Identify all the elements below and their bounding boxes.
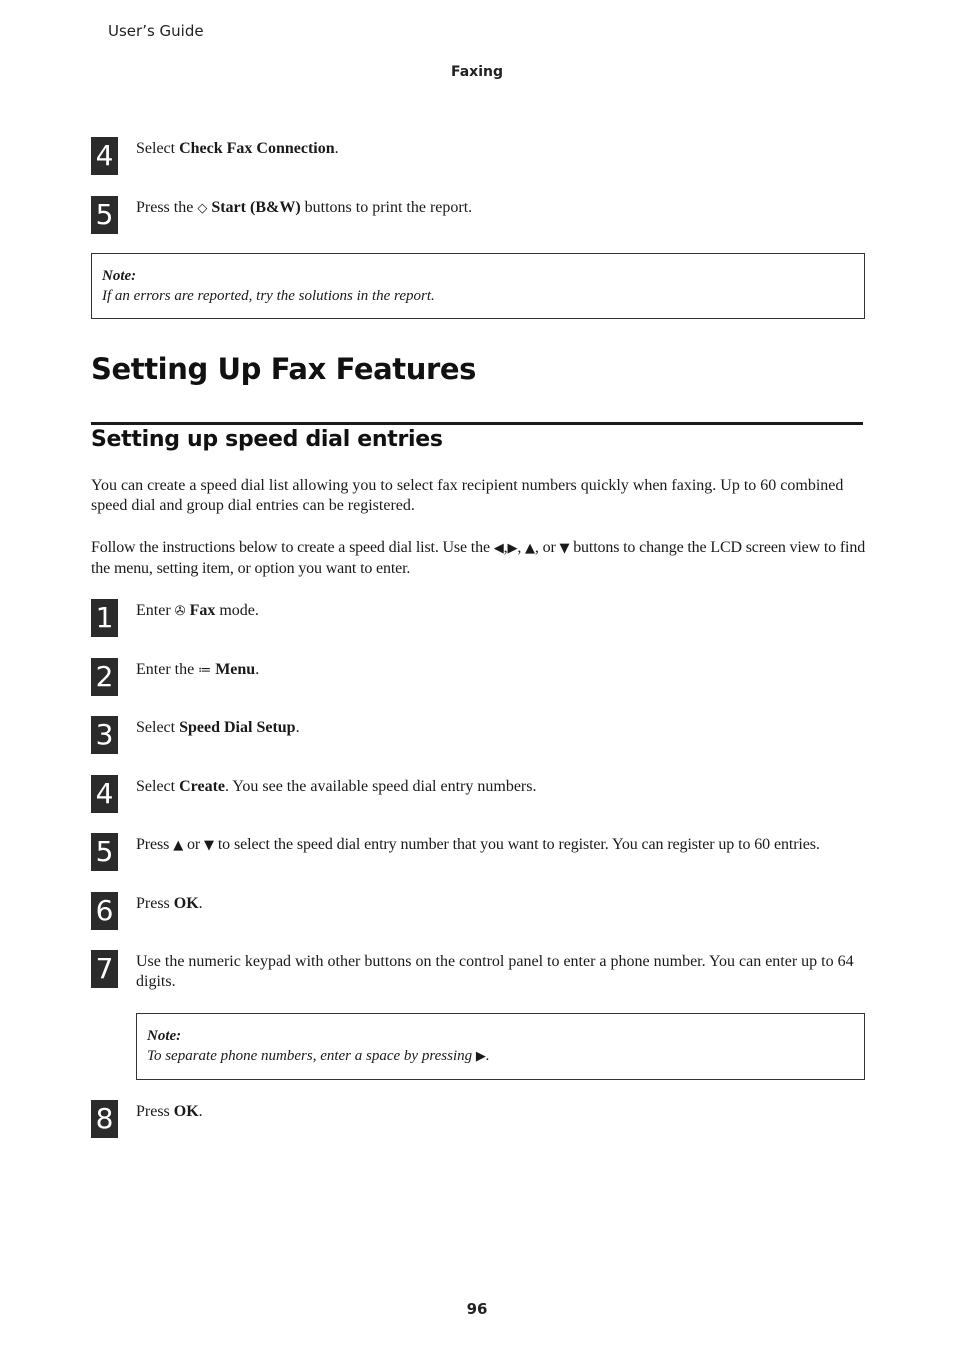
down-arrow-icon: ▼ [204,838,214,853]
step-text-pre: Select [136,778,180,795]
start-diamond-icon: ◇ [197,201,208,216]
right-arrow-icon: ▶ [475,1049,486,1064]
instructions-paragraph [91,538,866,579]
step-instruction [136,894,866,914]
step-instruction [136,835,866,856]
step-number-badge: 6 [91,892,118,930]
note-title: Note: [102,268,137,284]
para-text-pre: Follow the instructions below to create a speed dial list. Use the [91,539,494,556]
note-box [91,253,865,319]
step-text-mid: or [183,836,205,853]
step-text-bold: Start (B&W) [211,199,301,216]
note-box [136,1013,865,1080]
section-heading: Setting Up Fax Features [91,352,477,386]
note-text [147,1046,854,1067]
step-instruction [136,660,866,681]
step-text-pre: Press the [136,199,198,216]
right-arrow-icon: ▶ [507,541,518,556]
step-instruction [136,718,866,738]
step-number-badge: 8 [91,1100,118,1138]
step-instruction [136,601,866,622]
step-number-badge: 1 [91,599,118,637]
running-head-section: Faxing [450,64,503,80]
step-text-pre: Press [136,1103,174,1120]
step-text-pre: Enter the [136,661,199,678]
step-text-post: . [198,1103,203,1120]
step-number-badge: 4 [91,775,118,813]
intro-paragraph: You can create a speed dial list allowing you to select fax recipient numbers quickly when faxing. Up to 60 combined speed dial and group dial entries can be registered. [91,477,844,514]
note-text-end: . [485,1048,490,1064]
heading-rule [91,422,863,425]
left-arrow-icon: ◀ [493,541,504,556]
step-number-badge: 2 [91,658,118,696]
para-comma: , [517,539,522,556]
up-arrow-icon: ▲ [173,838,184,853]
step-instruction [136,139,866,159]
para-comma: , [503,539,508,556]
step-number-badge: 3 [91,716,118,754]
step-text-bold: Speed Dial Setup [179,719,296,736]
step-number-badge: 7 [91,950,118,988]
step-text-bold: Create [179,778,225,795]
subsection-heading: Setting up speed dial entries [91,427,443,452]
step-text-pre: Press [136,895,174,912]
step-text-post: . [334,140,339,157]
step-text-post: . [295,719,300,736]
step-text-pre: Enter [136,602,175,619]
note-text: If an errors are reported, try the solutions in the report. [102,288,435,304]
note-title: Note: [147,1028,182,1044]
menu-icon: ≔ [198,663,212,678]
step-number-badge: 5 [91,833,118,871]
up-arrow-icon: ▲ [525,541,535,556]
step-text-pre: Press [136,836,174,853]
step-text-bold: Fax [189,602,216,619]
fax-icon: ✇ [174,604,186,619]
step-text-pre: Select [136,140,180,157]
step-instruction [136,1102,866,1122]
step-number-badge: 4 [91,137,118,175]
step-instruction: Use the numeric keypad with other buttons on the control panel to enter a phone number. You can enter up to 64 digits. [136,953,854,990]
running-head-guide: User’s Guide [108,22,204,40]
note-text-main: To separate phone numbers, enter a space by pressing [147,1048,476,1064]
para-or: , or [534,539,556,556]
step-text-bold: OK [173,1103,199,1120]
step-instruction [136,777,866,797]
step-text-bold: Check Fax Connection [179,140,335,157]
step-text-post: . [255,661,260,678]
step-text-post: . You see the available speed dial entry numbers. [225,778,537,795]
step-text-bold: Menu [215,661,256,678]
page-number: 96 [466,1300,488,1318]
step-text-post: buttons to print the report. [300,199,473,216]
down-arrow-icon: ▼ [559,541,570,556]
step-text-bold: OK [173,895,199,912]
step-text-post: . [198,895,203,912]
step-instruction [136,198,866,219]
step-text-post: to select the speed dial entry number that you want to register. You can register up to 60 entries. [213,836,820,853]
step-number-badge: 5 [91,196,118,234]
step-text-pre: Select [136,719,180,736]
para-text-post: buttons to change the LCD screen view to find the menu, setting item, or option you want to enter. [91,539,866,577]
step-text-post: mode. [215,602,259,619]
